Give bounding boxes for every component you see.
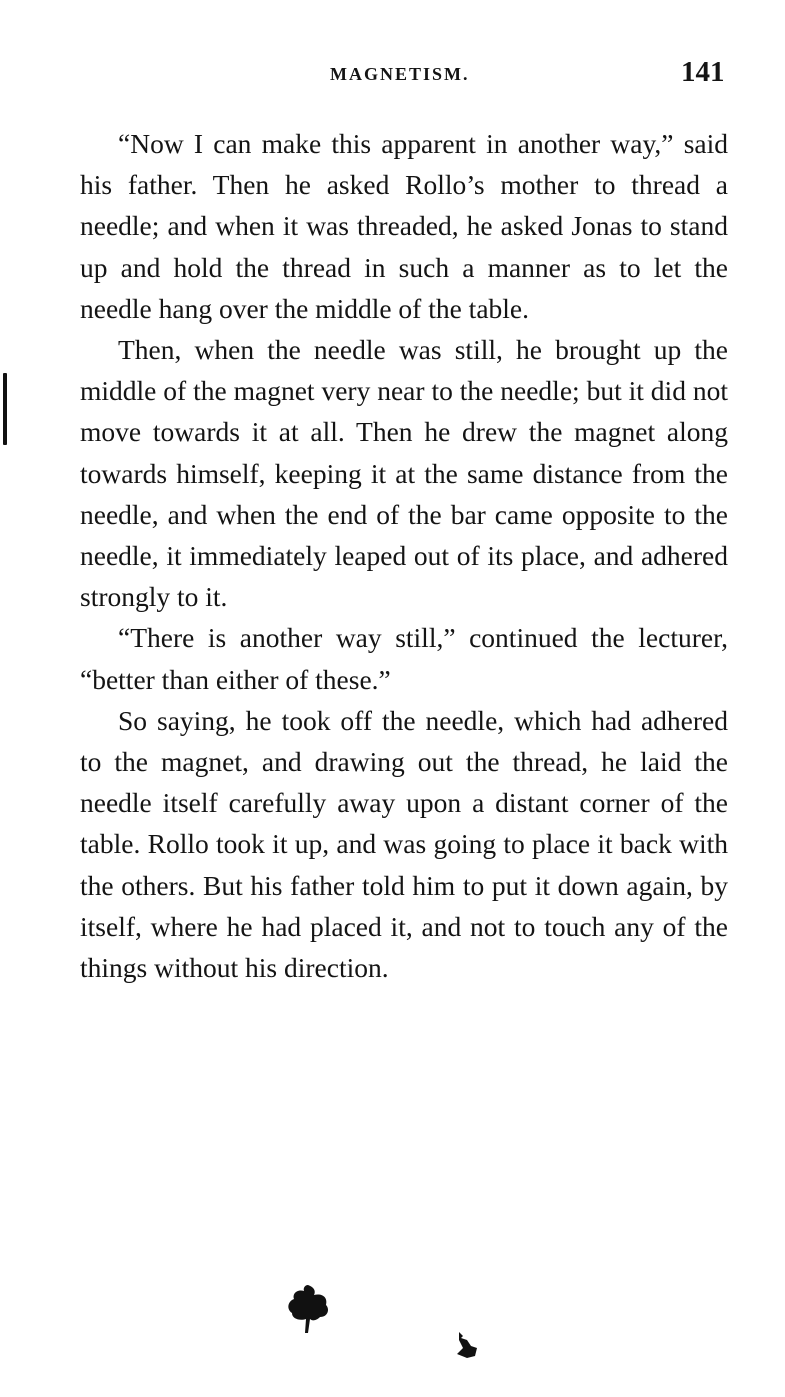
body-text <box>80 123 728 988</box>
paragraph-1: “Now I can make this apparent in another way,” said his father. Then he asked Rollo’s mother to thread a needle; and when it was threaded, he asked Jonas to stand up and hold the thread in such a manner as to let the needle hang over the middle of the table. <box>80 128 728 324</box>
running-head <box>0 56 785 96</box>
margin-mark <box>3 373 7 445</box>
running-title: MAGNETISM. <box>330 64 470 84</box>
paragraph-4: So saying, he took off the needle, which had adhered to the magnet, and drawing out the thread, he laid the needle itself carefully away upon a distant corner of the table. Rollo took it up, and was going to place it back with the others. But his father told him to put it down again, by itself, where he had placed it, and not to touch any of the things without his direction. <box>80 704 728 984</box>
paragraph-3: “There is another way still,” continued the lecturer, “better than either of these.” <box>80 622 728 695</box>
page-number: 141 <box>681 56 725 88</box>
paragraph-2: Then, when the needle was still, he brought up the middle of the magnet very near to the needle; but it did not move towards it at all. Then he drew the magnet along towards himself, keeping it at the same distance from the needle, and when the end of the bar came opposite to the needle, it immediately leaped out of its place, and adhered strongly to it. <box>80 334 728 613</box>
ink-speck-icon <box>453 1330 481 1365</box>
ink-blot-icon <box>286 1283 332 1340</box>
